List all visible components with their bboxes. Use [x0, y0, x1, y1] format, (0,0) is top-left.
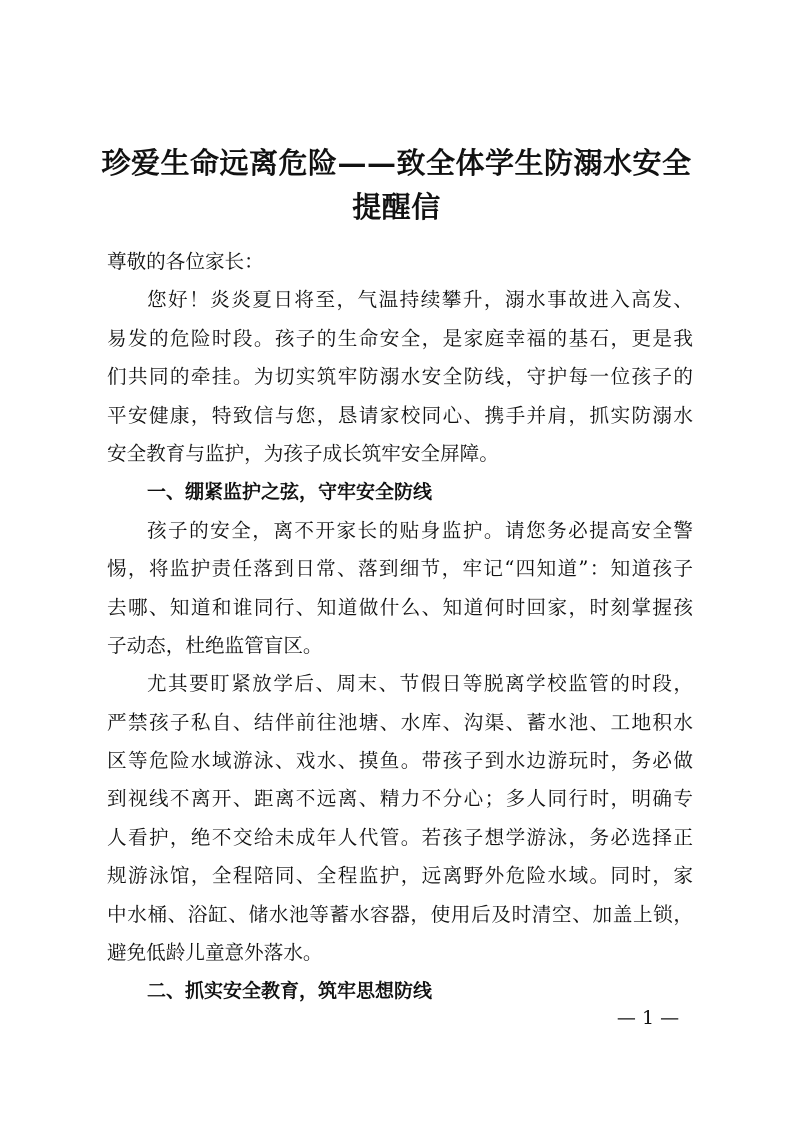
paragraph-3-line-6: 规游泳馆，全程陪同、全程监护，远离野外危险水域。同时，家	[107, 864, 693, 888]
paragraph-1-line-5: 安全教育与监护，为孩子成长筑牢安全屏障。	[107, 441, 499, 465]
paragraph-2-line-4: 子动态，杜绝监管盲区。	[107, 633, 323, 657]
paragraph-1-line-1: 您好！炎炎夏日将至，气温持续攀升，溺水事故进入高发、	[147, 288, 693, 312]
paragraph-2-line-3: 去哪、知道和谁同行、知道做什么、知道何时回家，时刻掌握孩	[107, 595, 693, 619]
document-title-line-1: 珍爱生命远离危险——致全体学生防溺水安全	[101, 146, 692, 180]
paragraph-2-line-1: 孩子的安全，离不开家长的贴身监护。请您务必提高安全警	[147, 518, 693, 542]
page-number: — 1 —	[616, 1007, 680, 1029]
document-title-line-2: 提醒信	[352, 190, 441, 224]
paragraph-3-line-8: 避免低龄儿童意外落水。	[107, 941, 323, 965]
paragraph-1-line-4: 平安健康，特致信与您，恳请家校同心、携手并肩，抓实防溺水	[107, 403, 693, 427]
paragraph-3-line-1: 尤其要盯紧放学后、周末、节假日等脱离学校监管的时段，	[147, 672, 693, 696]
paragraph-3-line-5: 人看护，绝不交给未成年人代管。若孩子想学游泳，务必选择正	[107, 825, 693, 849]
paragraph-1-line-2: 易发的危险时段。孩子的生命安全，是家庭幸福的基石，更是我	[107, 326, 693, 350]
paragraph-3-line-3: 区等危险水域游泳、戏水、摸鱼。带孩子到水边游玩时，务必做	[107, 749, 693, 773]
paragraph-3-line-4: 到视线不离开、距离不远离、精力不分心；多人同行时，明确专	[107, 787, 693, 811]
paragraph-3-line-7: 中水桶、浴缸、储水池等蓄水容器，使用后及时清空、加盖上锁，	[107, 902, 693, 926]
section-heading-1: 一、绷紧监护之弦，守牢安全防线	[147, 481, 433, 504]
section-heading-2: 二、抓实安全教育，筑牢思想防线	[147, 980, 433, 1003]
salutation: 尊敬的各位家长：	[107, 250, 264, 273]
paragraph-3-line-2: 严禁孩子私自、结伴前往池塘、水库、沟渠、蓄水池、工地积水	[107, 710, 693, 734]
paragraph-2-line-2: 惕，将监护责任落到日常、落到细节，牢记“四知道”：知道孩子	[107, 557, 693, 581]
document-body	[107, 243, 693, 1011]
paragraph-1-line-3: 们共同的牵挂。为切实筑牢防溺水安全防线，守护每一位孩子的	[107, 365, 693, 389]
